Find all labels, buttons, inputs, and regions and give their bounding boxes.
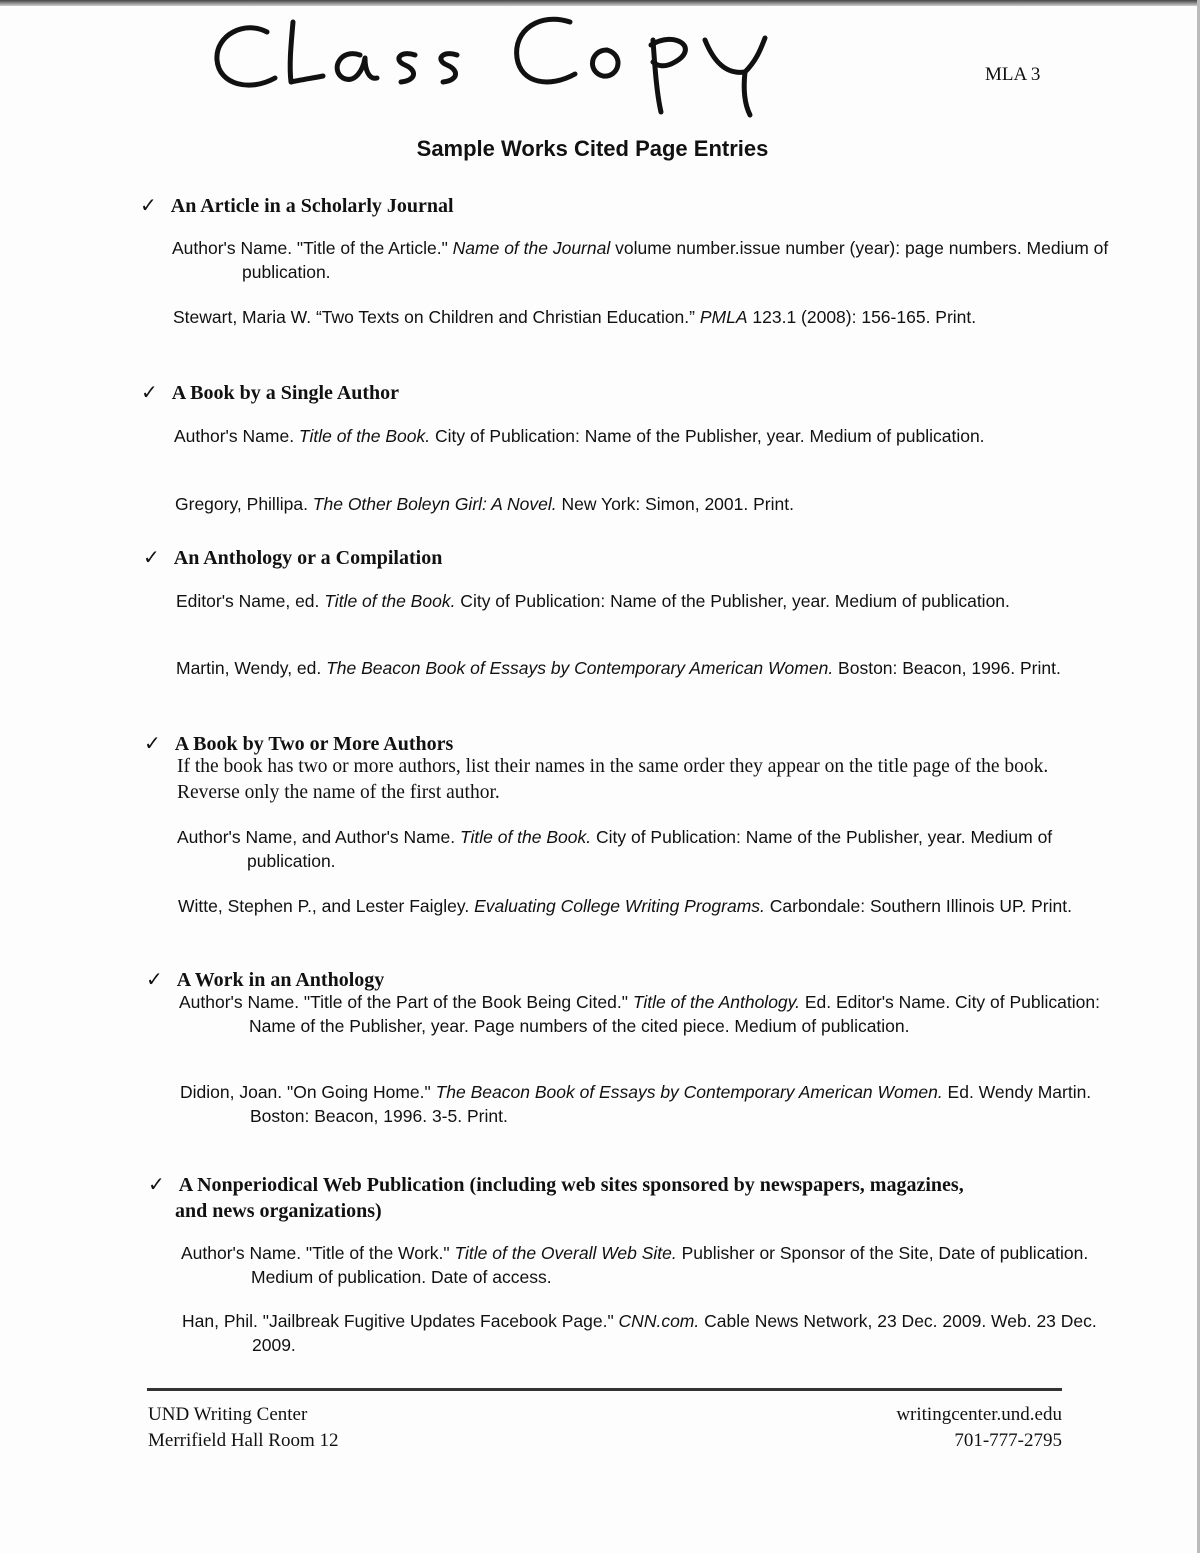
citation-example: Witte, Stephen P., and Lester Faigley. Evaluating College Writing Programs. Carbondale: Southern Illinois UP. Print. [178,896,1072,916]
document-title: Sample Works Cited Page Entries [416,136,769,161]
footer-website: writingcenter.und.edu [896,1404,1062,1425]
citation-example: Didion, Joan. "On Going Home." The Beacon Book of Essays by Contemporary American Women. Ed. Wendy Martin. Boston: Beacon, 1996. 3-5. Print. [180,1082,1092,1126]
check-mark-icon: ✓ [144,733,161,755]
section-heading-anthology: ✓ An Anthology or a Compilation [143,547,443,569]
section-heading-work-in-anthology: ✓ A Work in an Anthology [146,969,385,991]
section-heading-multiple-authors: ✓ A Book by Two or More Authors [144,733,454,755]
footer-room: Merrifield Hall Room 12 [148,1430,339,1451]
citation-template: Author's Name. "Title of the Article." Name of the Journal volume number.issue number (year): page numbers. Medium of publication. [172,238,1109,282]
citation-example: Han, Phil. "Jailbreak Fugitive Updates Facebook Page." CNN.com. Cable News Network, 23 Dec. 2009. Web. 23 Dec. 2009. [182,1311,1097,1355]
citation-template: Author's Name. Title of the Book. City of Publication: Name of the Publisher, year. Medium of publication. [174,426,985,446]
footer-phone: 701-777-2795 [954,1430,1062,1451]
citation-example: Stewart, Maria W. “Two Texts on Children and Christian Education.” PMLA 123.1 (2008): 156-165. Print. [173,307,977,327]
citation-template: Author's Name. "Title of the Part of the Book Being Cited." Title of the Anthology. Ed. Editor's Name. City of Publication: Name of the Publisher, year. Page numbers of the cited piece. Medium of publication. [179,992,1100,1036]
citation-template: Author's Name, and Author's Name. Title of the Book. City of Publication: Name of the Publisher, year. Medium of publication. [177,827,1053,871]
footer-org: UND Writing Center [148,1404,308,1425]
check-mark-icon: ✓ [140,195,157,217]
section-heading-single-author-book: ✓ A Book by a Single Author [141,382,400,404]
check-mark-icon: ✓ [148,1174,165,1196]
footer-right [800,1402,1062,1454]
check-mark-icon: ✓ [141,382,158,404]
citation-template: Author's Name. "Title of the Work." Title of the Overall Web Site. Publisher or Sponsor of the Site, Date of publication. Medium of publication. Date of access. [181,1243,1089,1287]
handwritten-class-copy [205,0,785,130]
citation-example: Gregory, Phillipa. The Other Boleyn Girl: A Novel. New York: Simon, 2001. Print. [175,494,794,514]
footer-divider [147,1388,1062,1391]
section-heading-web-publication: ✓ A Nonperiodical Web Publication (including web sites sponsored by newspapers, magazines, and news organizations) [148,1174,964,1222]
section-note: If the book has two or more authors, list their names in the same order they appear on the title page of the book. Reverse only the name of the first author. [177,756,1049,803]
check-mark-icon: ✓ [143,547,160,569]
citation-example: Martin, Wendy, ed. The Beacon Book of Essays by Contemporary American Women. Boston: Beacon, 1996. Print. [176,658,1061,678]
footer-left [148,1402,339,1454]
section-heading-journal-article: ✓ An Article in a Scholarly Journal [140,195,454,217]
check-mark-icon: ✓ [146,969,163,991]
page-label: MLA 3 [985,64,1041,85]
citation-template: Editor's Name, ed. Title of the Book. City of Publication: Name of the Publisher, year. Medium of publication. [176,591,1010,611]
